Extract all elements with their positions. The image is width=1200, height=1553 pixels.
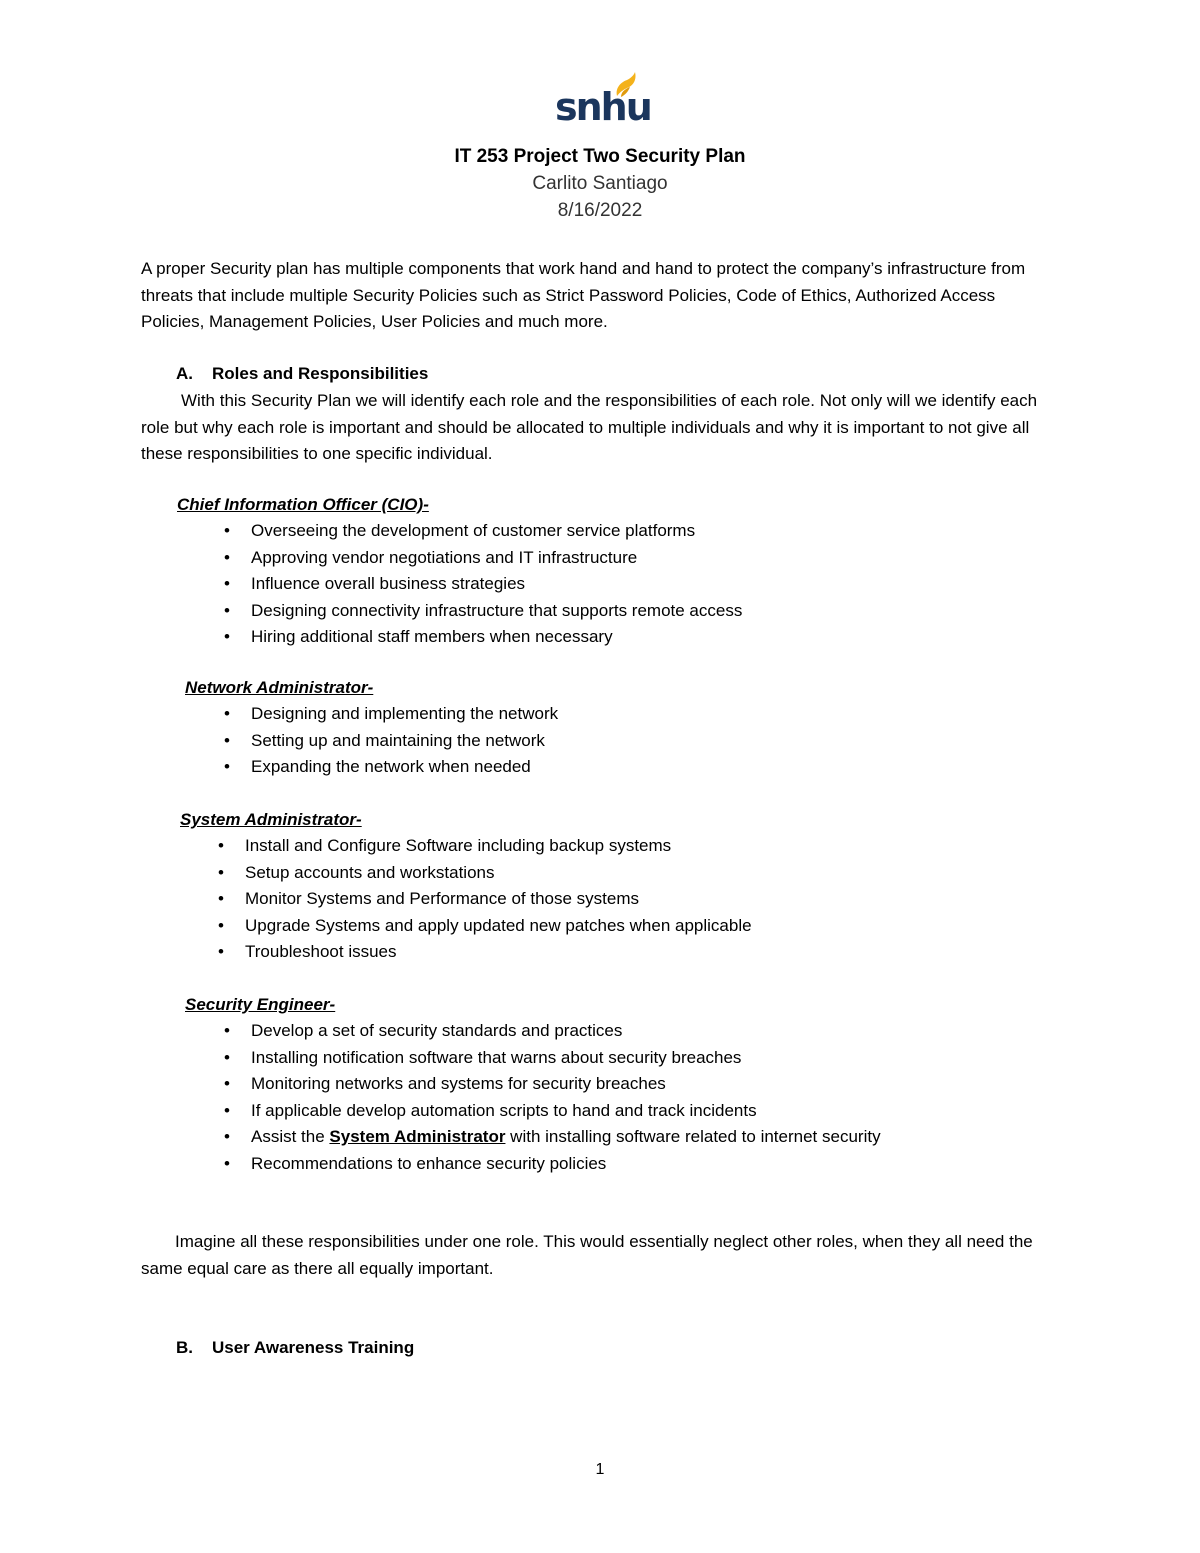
list-item: • Monitoring networks and systems for security breaches [217, 1071, 881, 1098]
bullet-icon: • [224, 521, 230, 540]
bullet-icon: • [218, 889, 224, 908]
document-title: IT 253 Project Two Security Plan [454, 146, 746, 167]
closing-paragraph: Imagine all these responsibilities under one role. This would essentially neglect other roles, when they all need the same equal care as there all equally important. [141, 1232, 1033, 1278]
list-item: • Overseeing the development of customer service platforms [217, 518, 742, 545]
list-item: • Troubleshoot issues [211, 939, 752, 966]
bullet-icon: • [224, 757, 230, 776]
role-list-cio [217, 518, 742, 651]
list-item: • Designing and implementing the network [217, 701, 558, 728]
system-administrator-link[interactable]: System Administrator [329, 1127, 506, 1146]
list-item: • Approving vendor negotiations and IT infrastructure [217, 545, 742, 572]
list-item: • Installing notification software that warns about security breaches [217, 1045, 881, 1072]
list-item: • Setup accounts and workstations [211, 860, 752, 887]
intro-paragraph: A proper Security plan has multiple components that work hand and hand to protect the company’s infrastructure from threats that include multiple Security Policies such as Strict Password Policies, Code of Ethics, Authorized Access Policies, Management Policies, User Policies and much more. [141, 259, 1026, 331]
bullet-icon: • [218, 915, 224, 935]
section-a-paragraph: With this Security Plan we will identify each role and the responsibilities of each role. Not only will we identify each role but why each role is important and should be allocated to multiple individuals and why it is important to not give all these responsibilities to one specific individual. [141, 391, 1038, 463]
role-title-system-admin: System Administrator- [180, 810, 362, 829]
list-item: • Assist the System Administrator with installing software related to internet security [217, 1124, 881, 1151]
page-number: 1 [595, 1461, 605, 1478]
logo-text: snhu [555, 85, 651, 129]
list-item: • Expanding the network when needed [217, 754, 558, 781]
section-a-letter: A. [176, 364, 193, 383]
role-title-cio: Chief Information Officer (CIO)- [177, 495, 429, 514]
list-item: • Influence overall business strategies [217, 571, 742, 598]
role-title-network-admin: Network Administrator- [185, 678, 374, 697]
bullet-icon: • [218, 862, 224, 882]
section-b-letter: B. [176, 1338, 193, 1357]
list-item: • If applicable develop automation scripts to hand and track incidents [217, 1098, 881, 1125]
bullet-icon: • [218, 942, 224, 961]
list-item: • Setting up and maintaining the network [217, 728, 558, 755]
section-b-heading [176, 1335, 414, 1361]
list-item: • Designing connectivity infrastructure that supports remote access [217, 598, 742, 625]
document-author: Carlito Santiago [532, 173, 668, 194]
bullet-icon: • [224, 574, 230, 593]
section-a-title: Roles and Responsibilities [212, 364, 429, 383]
list-item: • Recommendations to enhance security policies [217, 1151, 881, 1178]
list-item: • Develop a set of security standards and practices [217, 1018, 881, 1045]
role-list-system-admin [211, 833, 752, 966]
bullet-icon: • [224, 1153, 230, 1173]
role-list-network-admin [217, 701, 558, 781]
list-item: • Install and Configure Software including backup systems [211, 833, 752, 860]
bullet-icon: • [224, 1100, 230, 1120]
bullet-icon: • [224, 1127, 230, 1146]
document-date: 8/16/2022 [557, 200, 643, 221]
bullet-icon: • [224, 1047, 230, 1067]
bullet-icon: • [218, 836, 224, 855]
list-item: • Hiring additional staff members when necessary [217, 624, 742, 651]
bullet-icon: • [224, 600, 230, 620]
role-list-security-engineer [217, 1018, 881, 1177]
bullet-icon: • [224, 730, 230, 750]
section-b-title: User Awareness Training [212, 1338, 415, 1357]
bullet-icon: • [224, 547, 230, 567]
bullet-icon: • [224, 704, 230, 723]
section-a-heading [176, 361, 428, 387]
snhu-logo [555, 72, 651, 132]
list-item: • Monitor Systems and Performance of those systems [211, 886, 752, 913]
bullet-icon: • [224, 1021, 230, 1040]
bullet-icon: • [224, 1074, 230, 1093]
role-title-security-engineer: Security Engineer- [185, 995, 336, 1014]
bullet-icon: • [224, 627, 230, 646]
list-item: • Upgrade Systems and apply updated new patches when applicable [211, 913, 752, 940]
